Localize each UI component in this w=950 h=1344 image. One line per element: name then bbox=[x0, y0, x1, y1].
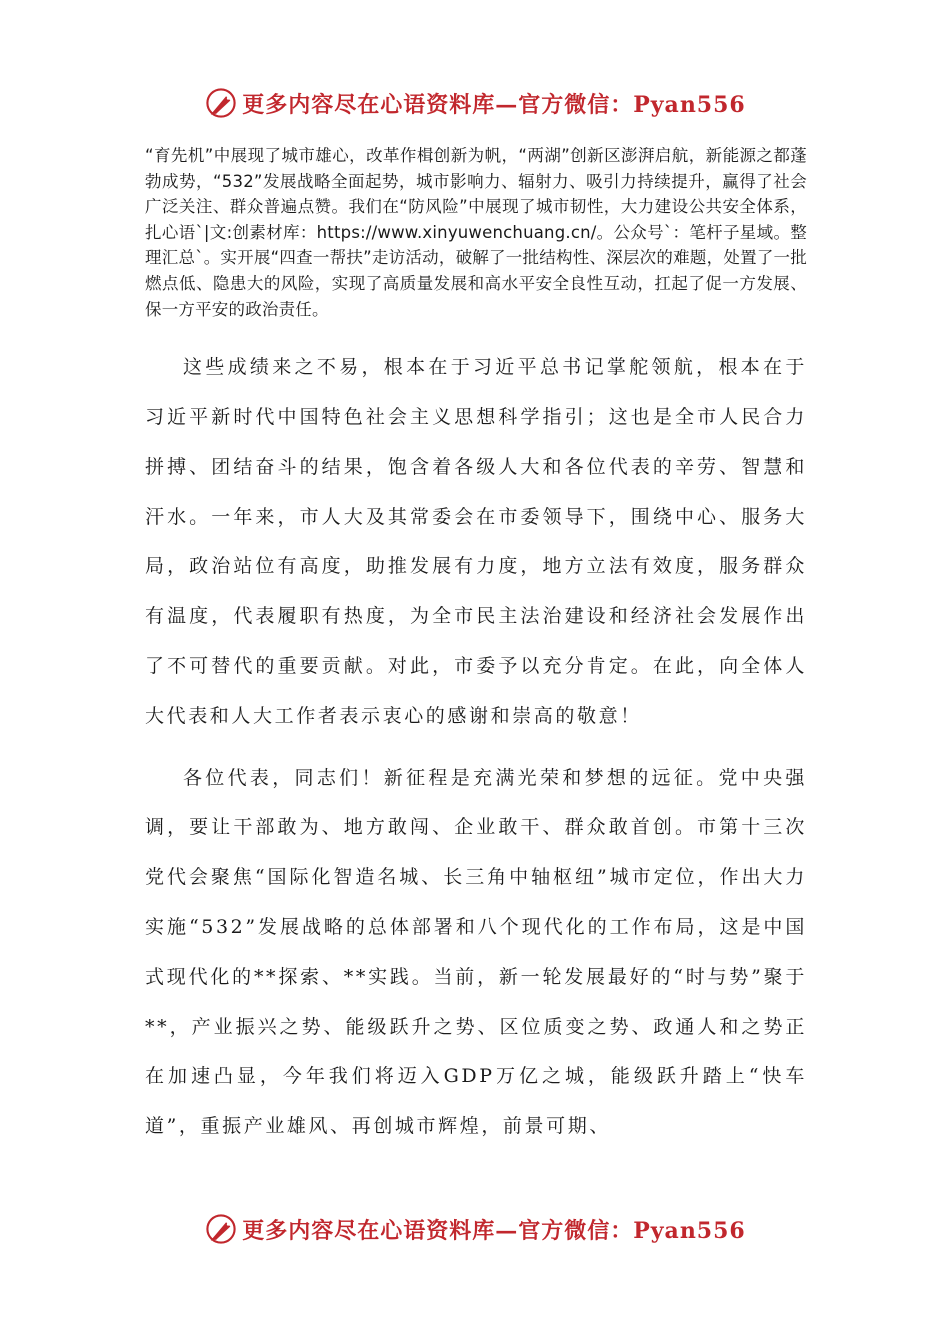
pen-nib-icon bbox=[204, 1212, 238, 1246]
pen-nib-icon bbox=[204, 86, 238, 120]
header-watermark-banner bbox=[0, 81, 950, 125]
banner-text: 更多内容尽在心语资料库—官方微信：Pyan556 bbox=[242, 91, 746, 118]
paragraph-1: “育先机”中展现了城市雄心，改革作楫创新为帆，“两湖”创新区澎湃启航，新能源之都蓬勃成势，“532”发展战略全面起势，城市影响力、辐射力、吸引力持续提升，赢得了社会广泛关注、群众普遍点赞。我们在“防风险”中展现了城市韧性，大力建设公共安全体系，扎心语`|文:创素材库：https://www.xinyuwenchuang.cn/。公众号`：笔杆子星域。整理汇总`。实开展“四查一帮扶”走访活动，破解了一批结构性、深层次的难题，处置了一批燃点低、隐患大的风险，实现了高质量发展和高水平安全良性互动，扛起了促一方发展、保一方平安的政治责任。 bbox=[145, 146, 807, 319]
paragraph-3: 各位代表，同志们！新征程是充满光荣和梦想的远征。党中央强调，要让干部敢为、地方敢闯、企业敢干、群众敢首创。市第十三次党代会聚焦“国际化智造名城、长三角中轴枢纽”城市定位，作出大力实施“532”发展战略的总体部署和八个现代化的工作布局，这是中国式现代化的**探索、**实践。当前，新一轮发展最好的“时与势”聚于**，产业振兴之势、能级跃升之势、区位质变之势、政通人和之势正在加速凸显，今年我们将迈入GDP万亿之城，能级跃升踏上“快车道”，重振产业雄风、再创城市辉煌，前景可期、 bbox=[145, 766, 807, 1138]
footer-watermark-banner bbox=[0, 1207, 950, 1251]
paragraph-2: 这些成绩来之不易，根本在于习近平总书记掌舵领航，根本在于习近平新时代中国特色社会主义思想科学指引；这也是全市人民合力拼搏、团结奋斗的结果，饱含着各级人大和各位代表的辛劳、智慧和汗水。一年来，市人大及其常委会在市委领导下，围绕中心、服务大局，政治站位有高度，助推发展有力度，地方立法有效度，服务群众有温度，代表履职有热度，为全市民主法治建设和经济社会发展作出了不可替代的重要贡献。对此，市委予以充分肯定。在此，向全体人大代表和人大工作者表示衷心的感谢和崇高的敬意！ bbox=[145, 356, 807, 727]
banner-text: 更多内容尽在心语资料库—官方微信：Pyan556 bbox=[242, 1217, 746, 1244]
document-body bbox=[145, 143, 807, 1152]
